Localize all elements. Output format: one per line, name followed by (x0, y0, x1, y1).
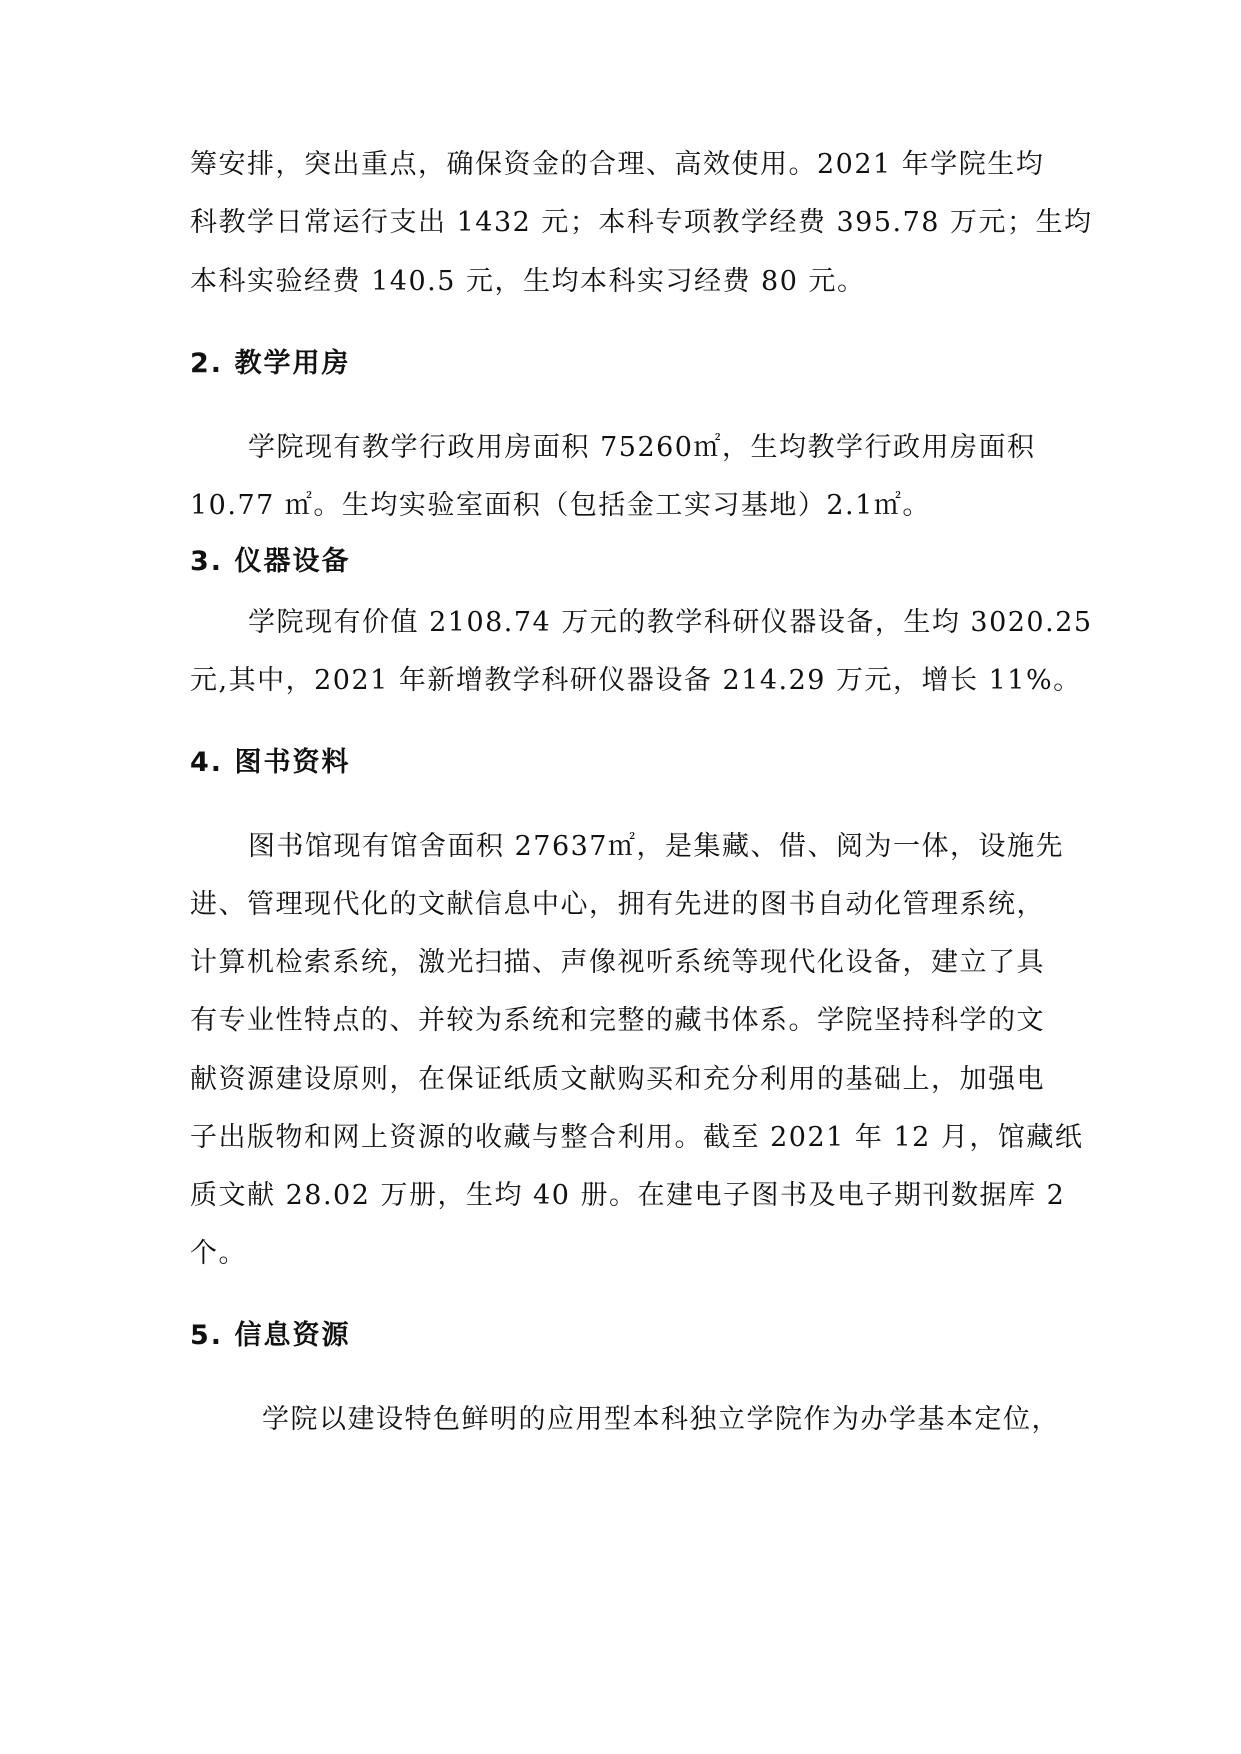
paragraph-line: 计算机检索系统，激光扫描、声像视听系统等现代化设备，建立了具 (190, 947, 1045, 978)
section-heading-information-resources: 5. 信息资源 (190, 1320, 351, 1351)
paragraph-line: 10.77 ㎡。生均实验室面积（包括金工实习基地）2.1㎡。 (190, 490, 931, 521)
section-heading-library: 4. 图书资料 (190, 747, 351, 778)
paragraph-line: 学院现有价值 2108.74 万元的教学科研仪器设备，生均 3020.25 (248, 607, 1093, 638)
paragraph-line: 个。 (190, 1238, 247, 1269)
paragraph-line: 元,其中，2021 年新增教学科研仪器设备 214.29 万元，增长 11%。 (190, 665, 1082, 696)
paragraph-line: 进、管理现代化的文献信息中心，拥有先进的图书自动化管理系统， (190, 889, 1045, 920)
paragraph-line: 科教学日常运行支出 1432 元；本科专项教学经费 395.78 万元；生均 (190, 207, 1093, 238)
paragraph-line: 质文献 28.02 万册，生均 40 册。在建电子图书及电子期刊数据库 2 (190, 1180, 1066, 1211)
paragraph-line: 筹安排，突出重点，确保资金的合理、高效使用。2021 年学院生均 (190, 149, 1045, 180)
section-heading-teaching-buildings: 2. 教学用房 (190, 348, 351, 379)
paragraph-line: 图书馆现有馆舍面积 27637㎡，是集藏、借、阅为一体，设施先 (248, 831, 1064, 862)
paragraph-line: 子出版物和网上资源的收藏与整合利用。截至 2021 年 12 月，馆藏纸 (190, 1122, 1084, 1153)
paragraph-line: 学院以建设特色鲜明的应用型本科独立学院作为办学基本定位， (262, 1404, 1060, 1435)
paragraph-line: 有专业性特点的、并较为系统和完整的藏书体系。学院坚持科学的文 (190, 1005, 1045, 1036)
paragraph-line: 学院现有教学行政用房面积 75260㎡，生均教学行政用房面积 (248, 432, 1036, 463)
paragraph-line: 献资源建设原则，在保证纸质文献购买和充分利用的基础上，加强电 (190, 1064, 1045, 1095)
paragraph-line: 本科实验经费 140.5 元，生均本科实习经费 80 元。 (190, 266, 866, 297)
section-heading-equipment: 3. 仪器设备 (190, 546, 351, 577)
